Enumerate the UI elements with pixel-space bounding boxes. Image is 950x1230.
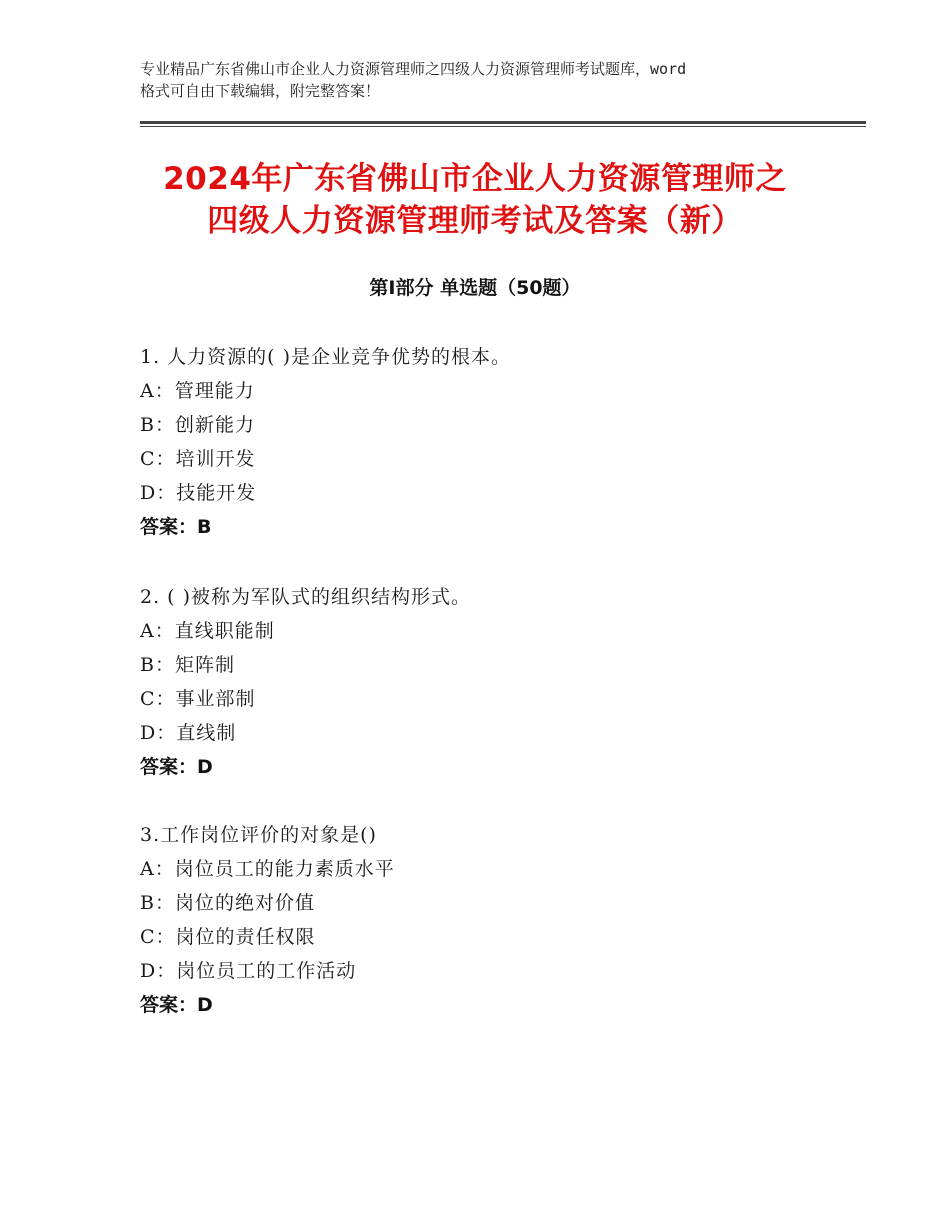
option-c: C：岗位的责任权限 xyxy=(140,926,316,948)
question-2 xyxy=(140,580,860,784)
question-stem: 1. 人力资源的( )是企业竞争优势的根本。 xyxy=(140,346,512,368)
question-3 xyxy=(140,818,860,1022)
question-1 xyxy=(140,340,860,544)
option-a: A：直线职能制 xyxy=(140,620,275,642)
question-stem: 2. ( )被称为军队式的组织结构形式。 xyxy=(140,586,472,608)
answer-label: 答案：B xyxy=(140,516,212,538)
option-d: D：直线制 xyxy=(140,722,237,744)
answer-label: 答案：D xyxy=(140,756,213,778)
option-b: B：创新能力 xyxy=(140,414,255,436)
question-stem: 3.工作岗位评价的对象是() xyxy=(140,824,377,846)
document-title-line-1: 2024年广东省佛山市企业人力资源管理师之 xyxy=(163,161,787,197)
document-title xyxy=(100,158,850,242)
option-d: D：岗位员工的工作活动 xyxy=(140,960,357,982)
option-c: C：培训开发 xyxy=(140,448,256,470)
option-a: A：管理能力 xyxy=(140,380,255,402)
answer-label: 答案：D xyxy=(140,994,213,1016)
header-divider-thin xyxy=(140,126,866,127)
header-divider-thick xyxy=(140,121,866,124)
header-note-line-2: 格式可自由下载编辑，附完整答案！ xyxy=(140,82,381,100)
option-c: C：事业部制 xyxy=(140,688,256,710)
section-title: 第Ⅰ部分 单选题（50题） xyxy=(369,277,581,299)
header-note xyxy=(140,58,840,102)
document-title-line-2: 四级人力资源管理师考试及答案（新） xyxy=(207,203,743,239)
option-a: A：岗位员工的能力素质水平 xyxy=(140,858,395,880)
option-d: D：技能开发 xyxy=(140,482,257,504)
header-note-line-1: 专业精品广东省佛山市企业人力资源管理师之四级人力资源管理师考试题库，word xyxy=(140,60,687,78)
option-b: B：矩阵制 xyxy=(140,654,235,676)
option-b: B：岗位的绝对价值 xyxy=(140,892,315,914)
